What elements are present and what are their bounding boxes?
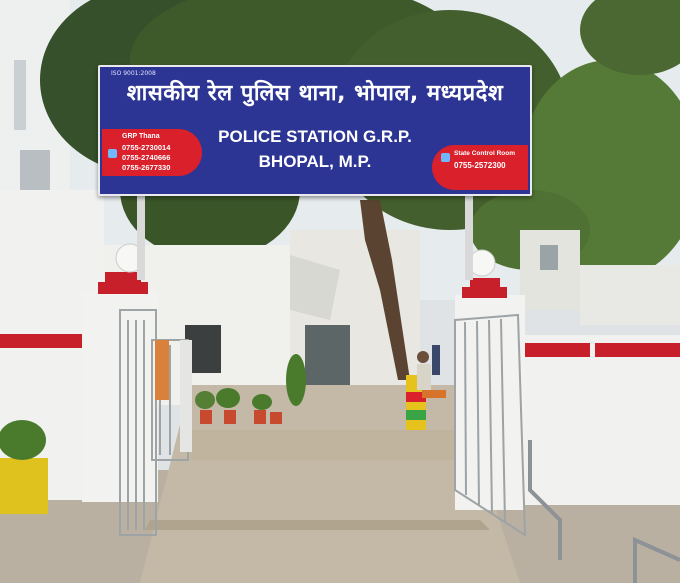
english-title-line1: POLICE STATION G.R.P.	[218, 127, 412, 146]
hindi-title: शासकीय रेल पुलिस थाना, भोपाल, मध्यप्रदेश	[126, 81, 504, 106]
phone-icon	[108, 149, 117, 158]
phone-icon	[441, 153, 450, 162]
iso-certification-text: ISO 9001:2008	[111, 70, 156, 77]
grp-thana-label: GRP Thana	[122, 133, 160, 140]
control-room-label: State Control Room	[454, 150, 516, 157]
state-control-room-panel	[432, 145, 528, 190]
control-room-phone: 0755-2572300	[454, 161, 506, 170]
grp-phone-1: 0755-2730014	[122, 143, 171, 152]
grp-phone-2: 0755-2740666	[122, 153, 171, 162]
police-station-sign	[98, 65, 532, 196]
grp-thana-panel	[102, 129, 202, 176]
grp-phone-3: 0755-2677330	[122, 163, 171, 172]
sign-pole-right	[465, 185, 473, 280]
english-title-line2: BHOPAL, M.P.	[258, 152, 372, 171]
